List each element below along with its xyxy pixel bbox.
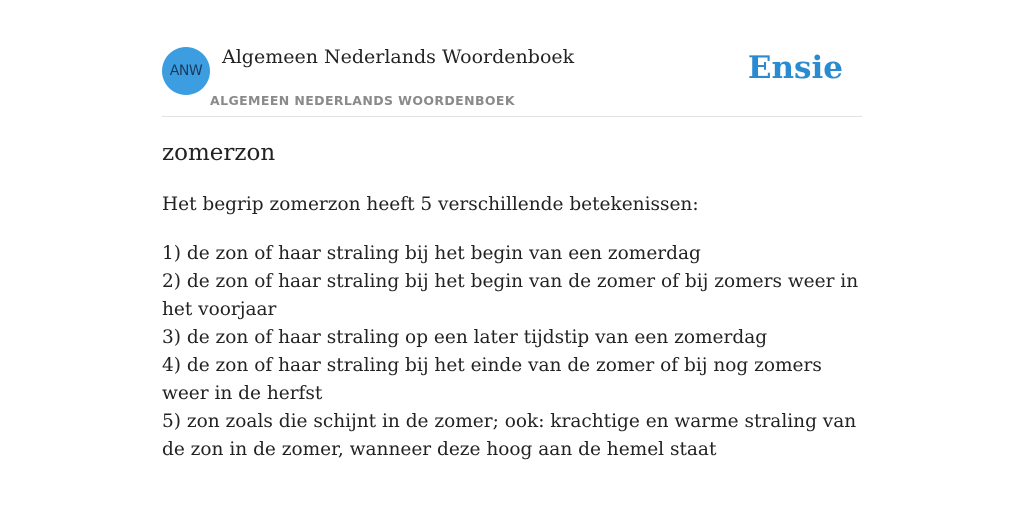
dictionary-title[interactable]: Algemeen Nederlands Woordenboek [222,46,575,68]
meaning-item: 3) de zon of haar straling op een later tijdstip van een zomerdag [162,327,768,348]
anw-logo-text: ANW [169,63,203,79]
meaning-item: 1) de zon of haar straling bij het begin van een zomerdag [162,243,701,264]
meaning-item: 2) de zon of haar straling bij het begin van de zomer of bij zomers weer in het voorjaar [162,271,859,320]
entry-card [162,0,862,512]
dictionary-header [162,0,862,117]
anw-logo[interactable] [162,47,210,95]
ensie-logo[interactable]: Ensie [747,50,843,86]
meaning-item: 4) de zon of haar straling bij het einde van de zomer of bij nog zomers weer in de herfst [162,355,822,404]
meaning-intro: Het begrip zomerzon heeft 5 verschillende betekenissen: [162,194,699,215]
dictionary-subtitle: ALGEMEEN NEDERLANDS WOORDENBOEK [210,93,515,108]
meaning-item: 5) zon zoals die schijnt in de zomer; ook: krachtige en warme straling van de zon in de zomer, wanneer deze hoog aan de hemel staat [162,411,857,460]
meaning-list [162,240,862,464]
headword: zomerzon [162,140,276,166]
